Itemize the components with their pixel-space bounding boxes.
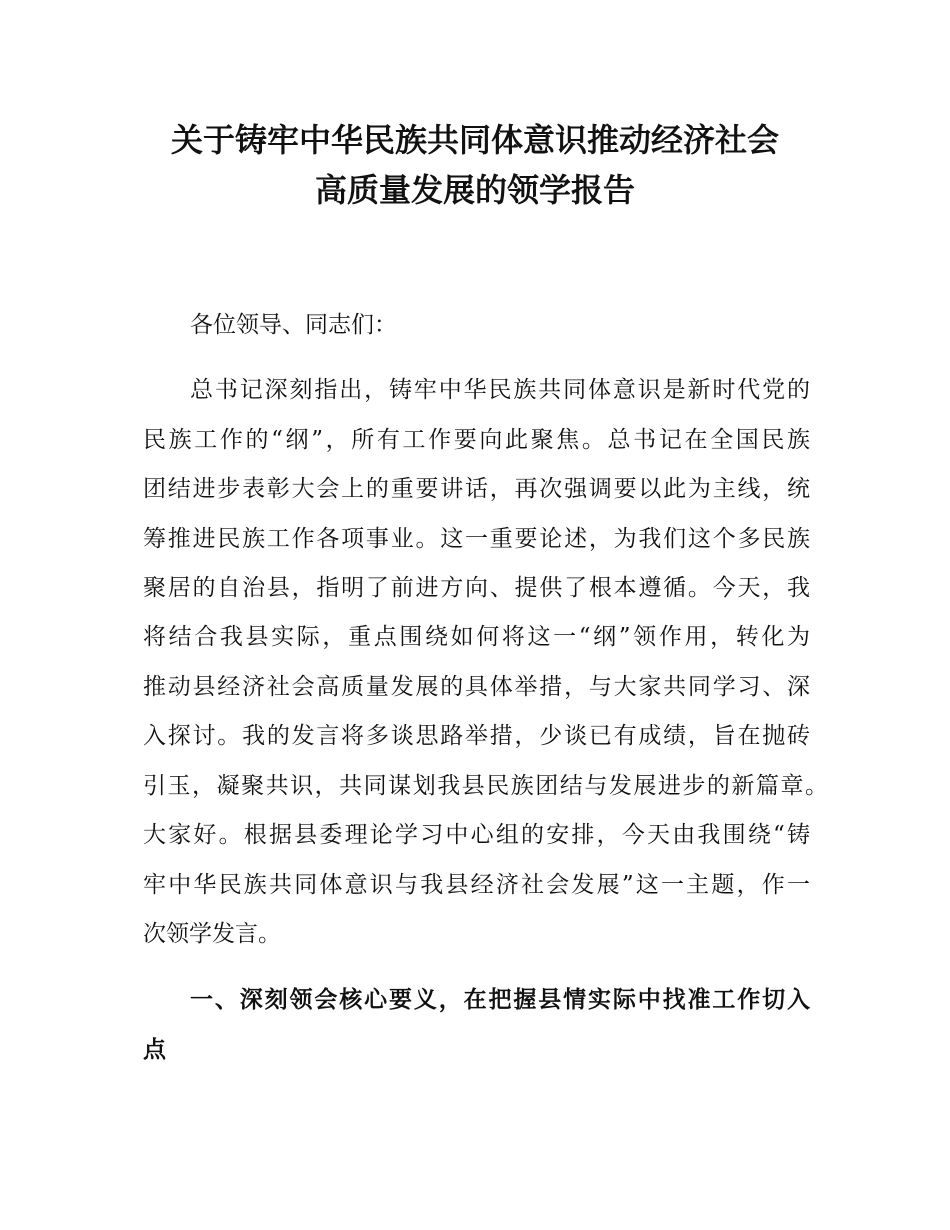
paragraph-line: 团结进步表彰大会上的重要讲话，再次强调要以此为主线，统 bbox=[143, 476, 810, 502]
paragraph-line: 筹推进民族工作各项事业。这一重要论述，为我们这个多民族 bbox=[143, 526, 810, 552]
paragraph-line: 总书记深刻指出，铸牢中华民族共同体意识是新时代党的 bbox=[190, 377, 810, 403]
paragraph-line: 推动县经济社会高质量发展的具体举措，与大家共同学习、深 bbox=[143, 674, 810, 700]
document-title-line-2: 高质量发展的领学报告 bbox=[314, 171, 635, 209]
paragraph-line: 次领学发言。 bbox=[143, 921, 281, 947]
paragraph-line: 大家好。根据县委理论学习中心组的安排，今天由我围绕“铸 bbox=[143, 822, 810, 848]
greeting: 各位领导、同志们： bbox=[190, 312, 397, 338]
section-heading-line-1: 一、深刻领会核心要义，在把握县情实际中找准工作切入 bbox=[190, 987, 810, 1013]
document-title-line-1: 关于铸牢中华民族共同体意识推动经济社会 bbox=[170, 121, 779, 159]
paragraph-line: 引玉，凝聚共识，共同谋划我县民族团结与发展进步的新篇章。 bbox=[143, 773, 828, 799]
section-heading-line-2: 点 bbox=[143, 1037, 166, 1063]
paragraph-line: 入探讨。我的发言将多谈思路举措，少谈已有成绩，旨在抛砖 bbox=[143, 723, 810, 749]
paragraph-line: 聚居的自治县，指明了前进方向、提供了根本遵循。今天，我 bbox=[143, 575, 810, 601]
paragraph-line: 将结合我县实际，重点围绕如何将这一“纲”领作用，转化为 bbox=[143, 624, 810, 650]
paragraph-line: 民族工作的“纲”，所有工作要向此聚焦。总书记在全国民族 bbox=[143, 427, 810, 453]
paragraph-line: 牢中华民族共同体意识与我县经济社会发展”这一主题，作一 bbox=[143, 872, 810, 898]
